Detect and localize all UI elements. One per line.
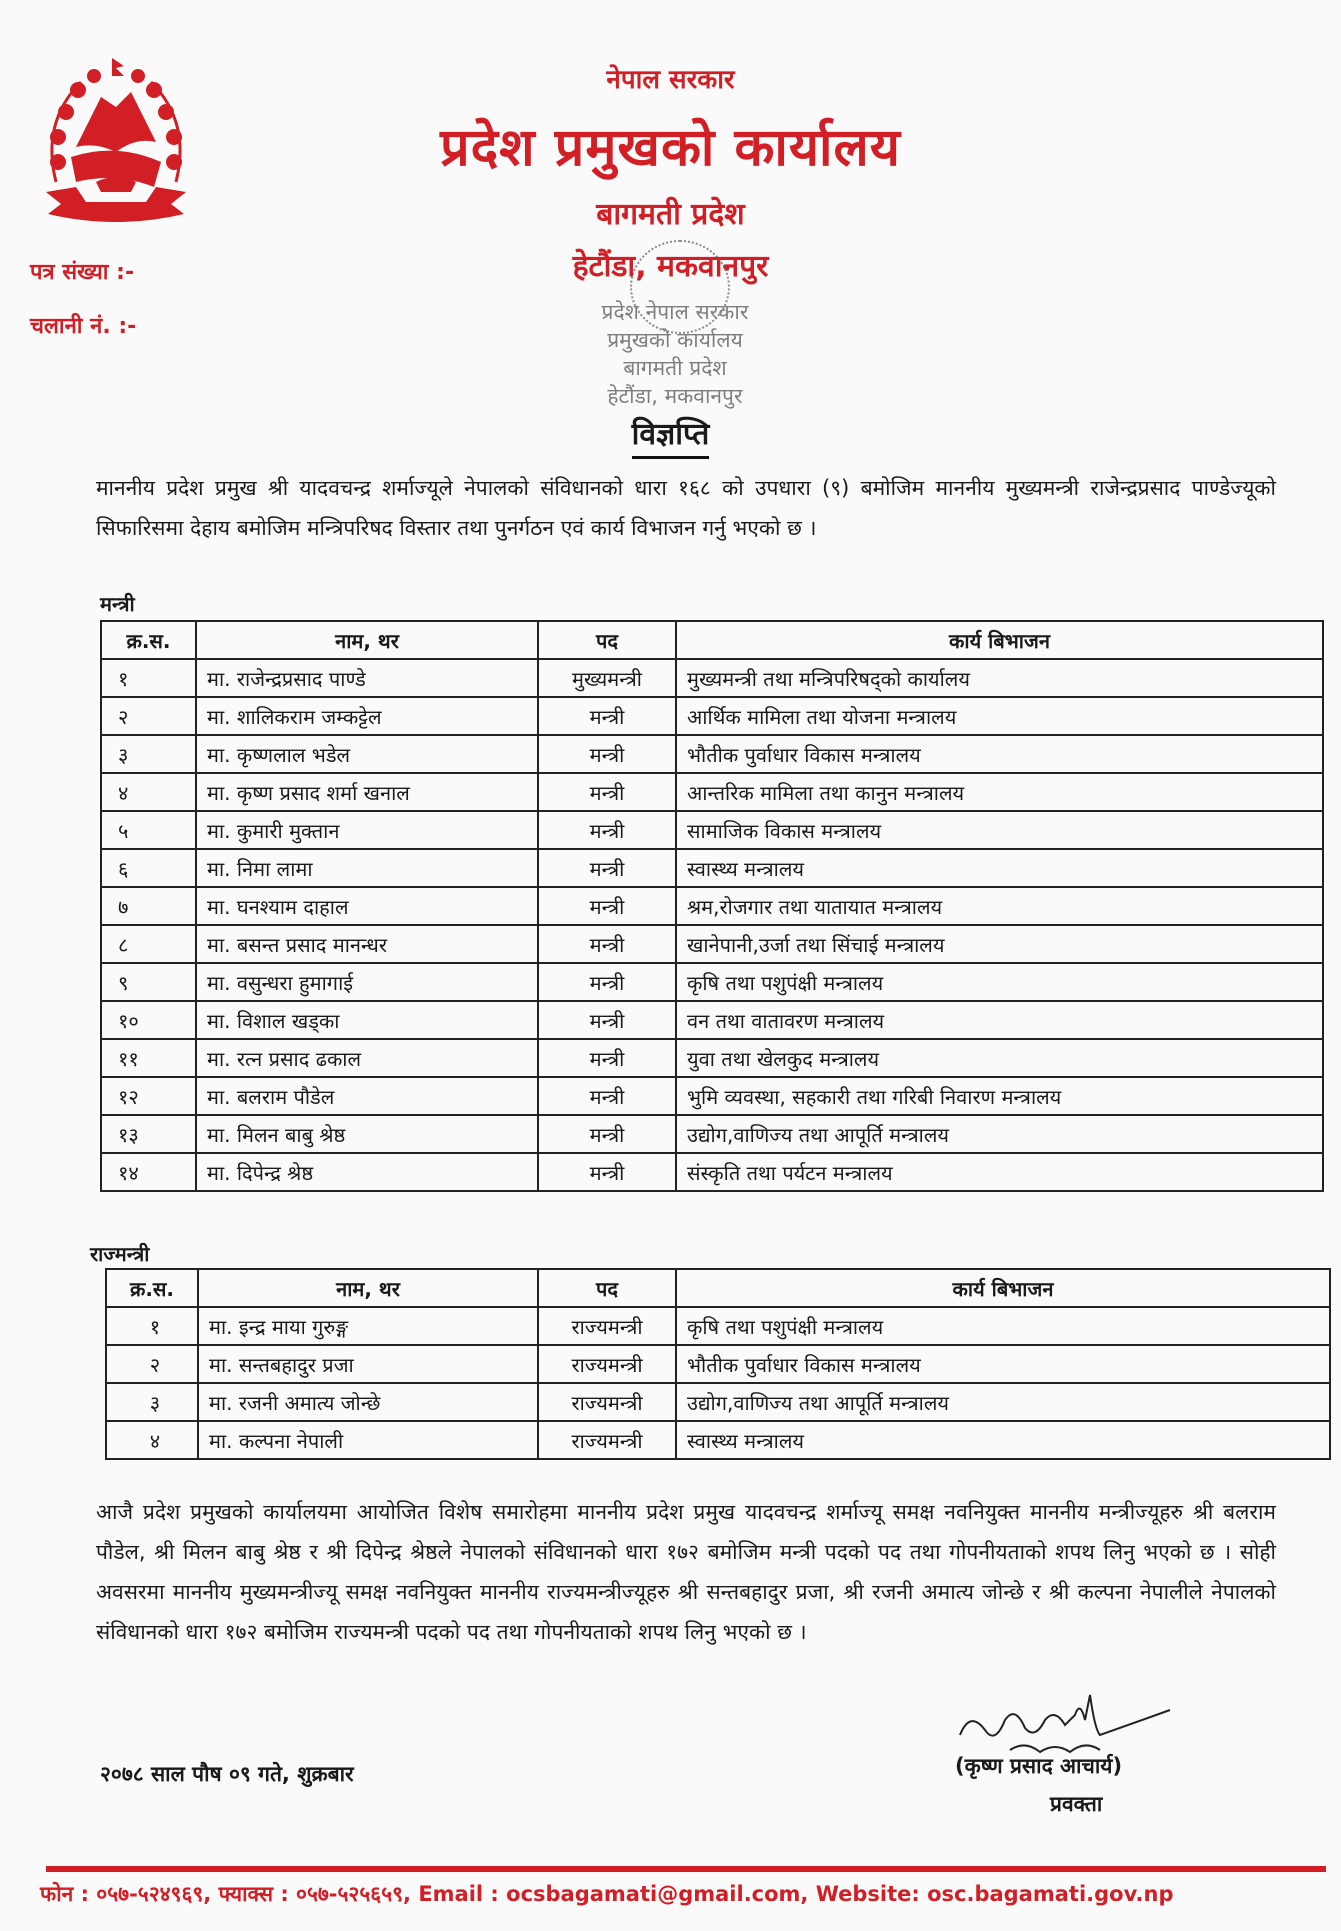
stamp-line: प्रदेश नेपाल सरकार	[601, 300, 749, 324]
row-name: मा. कुमारी मुक्तान	[196, 811, 538, 849]
table-row	[101, 925, 1323, 963]
row-post: मन्त्री	[538, 697, 676, 735]
row-portfolio: स्वास्थ्य मन्त्रालय	[676, 1421, 1330, 1459]
table-row	[101, 1153, 1323, 1191]
table-row	[101, 1077, 1323, 1115]
row-serial: १	[106, 1307, 198, 1345]
row-serial: १०	[101, 1001, 196, 1039]
row-name: मा. निमा लामा	[196, 849, 538, 887]
row-name: मा. कल्पना नेपाली	[198, 1421, 538, 1459]
table-row	[101, 811, 1323, 849]
row-post: मन्त्री	[538, 963, 676, 1001]
row-name: मा. कृष्णलाल भडेल	[196, 735, 538, 773]
row-post: मन्त्री	[538, 849, 676, 887]
table-row	[101, 735, 1323, 773]
row-portfolio: मुख्यमन्त्री तथा मन्त्रिपरिषद्को कार्यालय	[676, 659, 1323, 697]
column-header-post: पद	[538, 1269, 676, 1307]
row-serial: ३	[101, 735, 196, 773]
row-name: मा. मिलन बाबु श्रेष्ठ	[196, 1115, 538, 1153]
office-stamp	[560, 240, 790, 410]
row-name: मा. शालिकराम जम्कट्टेल	[196, 697, 538, 735]
intro-paragraph: माननीय प्रदेश प्रमुख श्री यादवचन्द्र शर्माज्यूले नेपालको संविधानको धारा १६८ को उपधारा (९) बमोजिम माननीय मुख्यमन्त्री राजेन्द्रप्रसाद पाण्डेज्यूको सिफारिसमा देहाय बमोजिम मन्त्रिपरिषद विस्तार तथा पुनर्गठन एवं कार्य विभाजन गर्नु भएको छ ।	[96, 476, 1276, 540]
notice-title	[0, 412, 1341, 453]
table-header-row	[101, 621, 1323, 659]
row-post: राज्यमन्त्री	[538, 1345, 676, 1383]
row-post: राज्यमन्त्री	[538, 1421, 676, 1459]
row-portfolio: वन तथा वातावरण मन्त्रालय	[676, 1001, 1323, 1039]
issue-date: २०७८ साल पौष ०९ गते, शुक्रबार	[100, 1762, 354, 1786]
ministers-table	[100, 620, 1324, 1192]
closing-paragraph: आजै प्रदेश प्रमुखको कार्यालयमा आयोजित विशेष समारोहमा माननीय प्रदेश प्रमुख यादवचन्द्र शर्माज्यू समक्ष नवनियुक्त माननीय मन्त्रीज्यूहरु श्री बलराम पौडेल, श्री मिलन बाबु श्रेष्ठ र श्री दिपेन्द्र श्रेष्ठले नेपालको संविधानको धारा १७२ बमोजिम मन्त्री पदको पद तथा गोपनीयताको शपथ लिनु भएको छ । सोही अवसरमा माननीय मुख्यमन्त्रीज्यू समक्ष नवनियुक्त माननीय राज्यमन्त्रीज्यूहरु श्री सन्तबहादुर प्रजा, श्री रजनी अमात्य जोन्छे र श्री कल्पना नेपालीले नेपालको संविधानको धारा १७२ बमोजिम राज्यमन्त्री पदको पद तथा गोपनीयताको शपथ लिनु भएको छ ।	[96, 1500, 1276, 1644]
row-post: राज्यमन्त्री	[538, 1383, 676, 1421]
row-serial: १४	[101, 1153, 196, 1191]
row-post: मन्त्री	[538, 925, 676, 963]
notice-title-text: विज्ञप्ति	[632, 417, 710, 459]
table-row	[106, 1421, 1330, 1459]
row-portfolio: भौतीक पुर्वाधार विकास मन्त्रालय	[676, 735, 1323, 773]
column-header-serial: क्र.स.	[101, 621, 196, 659]
row-name: मा. दिपेन्द्र श्रेष्ठ	[196, 1153, 538, 1191]
row-portfolio: श्रम,रोजगार तथा यातायात मन्त्रालय	[676, 887, 1323, 925]
row-name: मा. बलराम पौडेल	[196, 1077, 538, 1115]
row-post: मन्त्री	[538, 887, 676, 925]
stamp-line: हेटौंडा, मकवानपुर	[607, 384, 743, 408]
row-portfolio: भौतीक पुर्वाधार विकास मन्त्रालय	[676, 1345, 1330, 1383]
row-portfolio: संस्कृति तथा पर्यटन मन्त्रालय	[676, 1153, 1323, 1191]
row-post: मन्त्री	[538, 1001, 676, 1039]
row-name: मा. कृष्ण प्रसाद शर्मा खनाल	[196, 773, 538, 811]
column-header-name: नाम, थर	[196, 621, 538, 659]
row-post: मन्त्री	[538, 1077, 676, 1115]
reference-number-label: पत्र संख्या :-	[30, 260, 135, 285]
office-location: हेटौंडा, मकवानपुर	[572, 249, 769, 284]
row-portfolio: खानेपानी,उर्जा तथा सिंचाई मन्त्रालय	[676, 925, 1323, 963]
state-ministers-section-label: राज्मन्त्री	[90, 1242, 150, 1266]
table-header-row	[106, 1269, 1330, 1307]
ministers-section-label: मन्त्री	[100, 592, 135, 616]
row-serial: ६	[101, 849, 196, 887]
signatory-designation: प्रवक्ता	[1050, 1792, 1103, 1816]
row-portfolio: स्वास्थ्य मन्त्रालय	[676, 849, 1323, 887]
table-row	[106, 1345, 1330, 1383]
table-row	[106, 1307, 1330, 1345]
row-serial: ४	[101, 773, 196, 811]
row-serial: १३	[101, 1115, 196, 1153]
table-row	[101, 1115, 1323, 1153]
row-name: मा. इन्द्र माया गुरुङ्ग	[198, 1307, 538, 1345]
row-name: मा. रजनी अमात्य जोन्छे	[198, 1383, 538, 1421]
footer-contact: फोन : ०५७-५२४९६९, फ्याक्स : ०५७-५२५६५९, Email : ocsbagamati@gmail.com, Website: osc.bagamati.gov.np	[40, 1882, 1174, 1906]
table-row	[101, 849, 1323, 887]
row-serial: २	[101, 697, 196, 735]
row-post: मुख्यमन्त्री	[538, 659, 676, 697]
handwritten-signature	[950, 1690, 1180, 1760]
table-row	[101, 773, 1323, 811]
signatory-name: (कृष्ण प्रसाद आचार्य)	[955, 1754, 1123, 1778]
row-post: मन्त्री	[538, 1039, 676, 1077]
row-name: मा. बसन्त प्रसाद मानन्धर	[196, 925, 538, 963]
row-post: मन्त्री	[538, 773, 676, 811]
column-header-post: पद	[538, 621, 676, 659]
column-header-portfolio: कार्य बिभाजन	[676, 1269, 1330, 1307]
row-serial: १	[101, 659, 196, 697]
row-portfolio: आन्तरिक मामिला तथा कानुन मन्त्रालय	[676, 773, 1323, 811]
row-portfolio: युवा तथा खेलकुद मन्त्रालय	[676, 1039, 1323, 1077]
row-serial: ३	[106, 1383, 198, 1421]
state-ministers-table	[105, 1268, 1331, 1460]
row-portfolio: भुमि व्यवस्था, सहकारी तथा गरिबी निवारण मन्त्रालय	[676, 1077, 1323, 1115]
table-row	[101, 1001, 1323, 1039]
row-name: मा. घनश्याम दाहाल	[196, 887, 538, 925]
government-name: नेपाल सरकार	[606, 65, 735, 95]
state-ministers-table-body	[106, 1307, 1330, 1459]
table-row	[106, 1383, 1330, 1421]
row-name: मा. सन्तबहादुर प्रजा	[198, 1345, 538, 1383]
row-serial: २	[106, 1345, 198, 1383]
row-portfolio: उद्योग,वाणिज्य तथा आपूर्ति मन्त्रालय	[676, 1383, 1330, 1421]
row-post: मन्त्री	[538, 735, 676, 773]
table-row	[101, 887, 1323, 925]
row-post: मन्त्री	[538, 811, 676, 849]
row-serial: १२	[101, 1077, 196, 1115]
table-row	[101, 659, 1323, 697]
row-portfolio: कृषि तथा पशुपंक्षी मन्त्रालय	[676, 1307, 1330, 1345]
office-title: प्रदेश प्रमुखको कार्यालय	[440, 118, 901, 178]
column-header-serial: क्र.स.	[106, 1269, 198, 1307]
footer-divider	[46, 1866, 1326, 1872]
row-portfolio: सामाजिक विकास मन्त्रालय	[676, 811, 1323, 849]
row-serial: ७	[101, 887, 196, 925]
table-row	[101, 963, 1323, 1001]
row-post: राज्यमन्त्री	[538, 1307, 676, 1345]
table-row	[101, 697, 1323, 735]
row-post: मन्त्री	[538, 1153, 676, 1191]
row-portfolio: उद्योग,वाणिज्य तथा आपूर्ति मन्त्रालय	[676, 1115, 1323, 1153]
column-header-portfolio: कार्य बिभाजन	[676, 621, 1323, 659]
ministers-table-body	[101, 659, 1323, 1191]
row-name: मा. राजेन्द्रप्रसाद पाण्डे	[196, 659, 538, 697]
row-serial: ४	[106, 1421, 198, 1459]
row-portfolio: आर्थिक मामिला तथा योजना मन्त्रालय	[676, 697, 1323, 735]
stamp-line: बागमती प्रदेश	[623, 356, 727, 380]
table-row	[101, 1039, 1323, 1077]
row-name: मा. वसुन्धरा हुमागाई	[196, 963, 538, 1001]
column-header-name: नाम, थर	[198, 1269, 538, 1307]
dispatch-number-label: चलानी नं. :-	[30, 314, 137, 339]
row-post: मन्त्री	[538, 1115, 676, 1153]
row-serial: ११	[101, 1039, 196, 1077]
row-serial: ९	[101, 963, 196, 1001]
province-name: बागमती प्रदेश	[596, 197, 745, 232]
row-serial: ८	[101, 925, 196, 963]
row-name: मा. विशाल खड्का	[196, 1001, 538, 1039]
stamp-line: प्रमुखको कार्यालय	[607, 328, 743, 352]
row-serial: ५	[101, 811, 196, 849]
row-portfolio: कृषि तथा पशुपंक्षी मन्त्रालय	[676, 963, 1323, 1001]
row-name: मा. रत्न प्रसाद ढकाल	[196, 1039, 538, 1077]
